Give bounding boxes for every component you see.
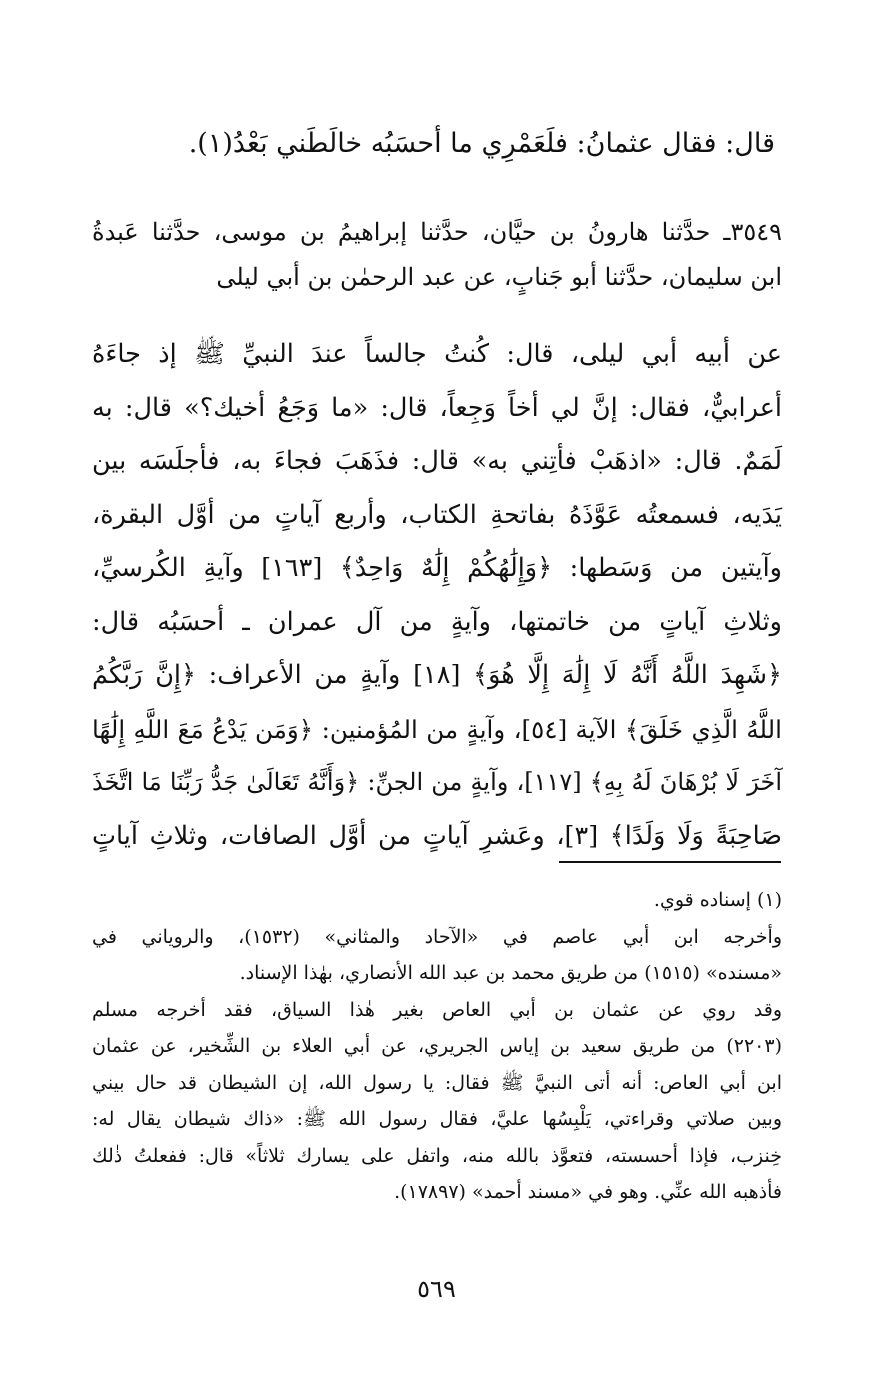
hadith-isnad — [92, 210, 782, 300]
footnote-line-2: وأخرجه ابن أبي عاصم في «الآحاد والمثاني» (١٥٣٢)، والروياني في — [92, 925, 782, 948]
isnad-line-1: ٣٥٤٩ـ حدَّثنا هارونُ بن حيَّان، حدَّثنا إبراهيمُ بن موسى، حدَّثنا عَبدةُ — [92, 218, 782, 246]
matn-line-10: صَاحِبَةً وَلَا وَلَدًا﴾ [٣]، وعَشرِ آياتٍ من أوَّل الصافات، وثلاثِ آياتٍ — [92, 820, 783, 851]
footnote-line-9: فأذهبه الله عنِّي. وهو في «مسند أحمد» (١٧٨٩٧). — [394, 1181, 782, 1203]
footnote-line-8: خِنزب، فإذا أحسسته، فتعوَّذ بالله منه، واتفل على يسارك ثلاثاً» قال: ففعلتُ ذٰلك — [92, 1144, 782, 1167]
footnote-line-5: (٢٢٠٣) من طريق سعيد بن إياس الجريري، عن أبي العلاء بن الشِّخير، عن عثمان — [92, 1035, 782, 1057]
matn-line-8: اللَّهُ الَّذِي خَلَقَ﴾ الآية [٥٤]، وآيةٍ من المُؤمنين: ﴿وَمَن يَدْعُ مَعَ اللَّهِ إِلَٰهًا — [92, 714, 782, 744]
footnote-line-7: وبين صلاتي وقراءتي، يَلْبِسُها عليَّ، فقال رسول الله ﷺ: «ذاك شيطان يقال له: — [92, 1108, 782, 1130]
matn-line-9: آخَرَ لَا بُرْهَانَ لَهُ بِهِ﴾ [١١٧]، وآيةٍ من الجنِّ: ﴿وَأَنَّهُ تَعَالَىٰ جَدُّ رَبِّنَا مَا اتَّخَذَ — [92, 768, 782, 796]
matn-line-4: يَدَيه، فسمعتُه عَوَّذَهُ بفاتحةِ الكتاب، وأربع آياتٍ من أوَّل البقرة، — [92, 499, 782, 530]
matn-line-3: لَمَمٌ. قال: «اذهَبْ فأتِني به» قال: فذَهَبَ فجاءَ به، فأجلَسَه بين — [92, 446, 782, 476]
matn-line-2: أعرابيٌّ، فقال: إنَّ لي أخاً وَجِعاً، قال: «ما وَجَعُ أخيك؟» قال: به — [92, 392, 782, 423]
footnotes — [92, 882, 782, 1211]
isnad-line-2: ابن سليمان، حدَّثنا أبو جَنابٍ، عن عبد الرحمٰن بن أبي ليلى — [216, 263, 782, 291]
intro-line: قال: فقال عثمانُ: فلَعَمْرِي ما أحسَبُه خالَطَني بَعْدُ(١). — [188, 128, 775, 159]
matn-line-1: عن أبيه أبي ليلى، قال: كُنتُ جالساً عندَ النبيِّ ﷺ إذ جاءَهُ — [92, 339, 782, 369]
page-number: ٥٦٩ — [417, 1275, 456, 1303]
matn-line-6: وثلاثِ آياتٍ من خاتمتها، وآيةٍ من آل عمران ـ أحسَبُه قال: — [92, 606, 782, 637]
intro-paragraph — [120, 118, 775, 170]
hadith-matn — [92, 328, 782, 863]
footnote-1: (١) إسناده قوي. — [653, 889, 782, 911]
footnote-line-3: «مسنده» (١٥١٥) من طريق محمد بن عبد الله الأنصاري، بهٰذا الإسناد. — [239, 962, 782, 984]
matn-line-5: وآيتين من وَسَطها: ﴿وَإِلَٰهُكُمْ إِلَٰهٌ وَاحِدٌ﴾ [١٦٣] وآيةِ الكُرسيِّ، — [92, 553, 782, 583]
footnote-separator — [559, 861, 781, 863]
matn-line-7: ﴿شَهِدَ اللَّهُ أَنَّهُ لَا إِلَٰهَ إِلَّا هُوَ﴾ [١٨] وآيةٍ من الأعراف: ﴿إِنَّ رَبَّكُمُ — [92, 660, 782, 690]
footnote-line-4: وقد روي عن عثمان بن أبي العاص بغير هٰذا السياق، فقد أخرجه مسلم — [92, 998, 782, 1021]
footnote-line-6: ابن أبي العاص: أنه أتى النبيَّ ﷺ فقال: يا رسول الله، إن الشيطان قد حال بيني — [92, 1071, 782, 1094]
